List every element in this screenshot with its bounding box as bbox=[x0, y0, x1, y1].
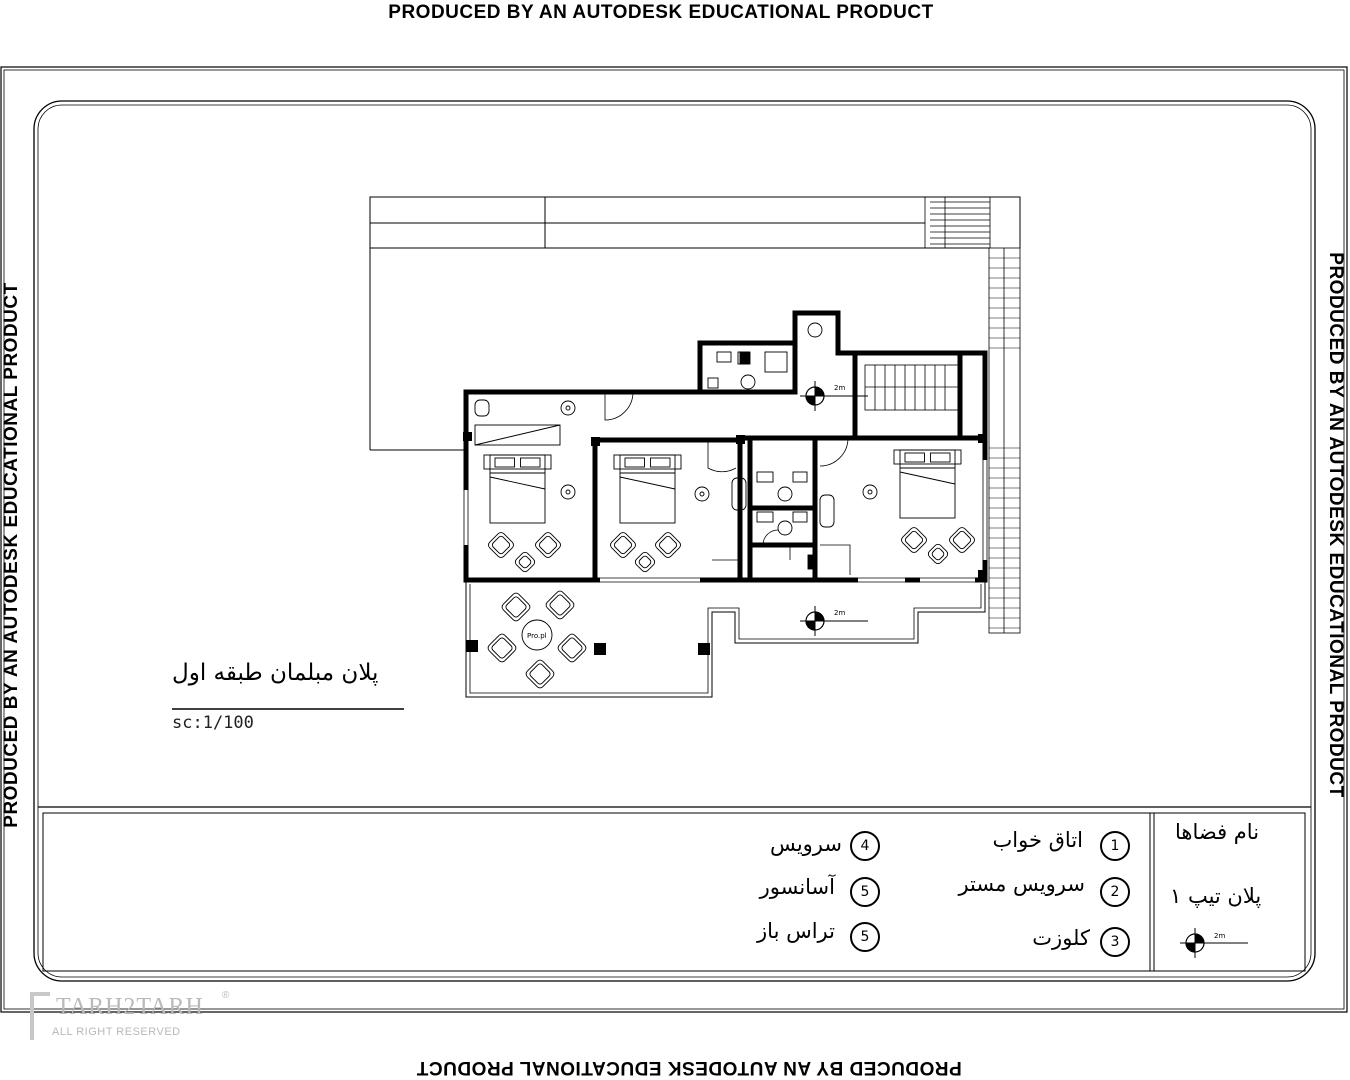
watermark-left: PRODUCED BY AN AUTODESK EDUCATIONAL PRODUCT bbox=[1, 282, 22, 828]
outer-frame bbox=[1, 67, 1347, 1012]
logo-registered-mark: ® bbox=[222, 990, 230, 1001]
bath-fixture bbox=[793, 472, 807, 482]
double-bed bbox=[894, 450, 961, 518]
watermark-bottom: PRODUCED BY AN AUTODESK EDUCATIONAL PRODUCT bbox=[416, 1057, 962, 1078]
bath-fixture bbox=[708, 378, 718, 388]
double-bed bbox=[614, 455, 681, 523]
chair bbox=[556, 632, 587, 663]
bath-fixture bbox=[740, 352, 750, 364]
legend-header: نام فضاها bbox=[1175, 820, 1260, 844]
legend-number-1: 1 bbox=[1100, 831, 1130, 861]
logo-name: TARH2TARH bbox=[56, 994, 204, 1020]
chair bbox=[514, 551, 537, 574]
bath-fixture bbox=[793, 512, 807, 522]
chair bbox=[524, 658, 555, 689]
legend-number-5: 5 bbox=[850, 877, 880, 907]
chair bbox=[948, 526, 976, 554]
toilet bbox=[778, 487, 792, 501]
elevator-mark bbox=[808, 323, 822, 337]
legend-number-4: 4 bbox=[850, 831, 880, 861]
plan-scale: sc:1/100 bbox=[172, 713, 254, 733]
legend-subheader: پلان تیپ ۱ bbox=[1170, 884, 1262, 908]
chair bbox=[654, 531, 682, 559]
lamp bbox=[561, 401, 575, 415]
chair bbox=[487, 531, 515, 559]
bath-fixture bbox=[757, 472, 773, 482]
chair bbox=[927, 543, 950, 566]
desk bbox=[820, 495, 834, 527]
legend-label-2: سرویس مستر bbox=[958, 872, 1085, 896]
legend-number-2: 2 bbox=[1100, 877, 1130, 907]
fixture bbox=[808, 555, 816, 569]
bath-fixture bbox=[757, 512, 773, 522]
watermark-right: PRODUCED BY AN AUTODESK EDUCATIONAL PRODUCT bbox=[1325, 252, 1346, 798]
toilet bbox=[741, 375, 755, 389]
bath-fixture bbox=[765, 352, 787, 372]
cabinet bbox=[475, 400, 489, 416]
lamp bbox=[695, 487, 709, 501]
watermark-top: PRODUCED BY AN AUTODESK EDUCATIONAL PRODUCT bbox=[388, 2, 934, 23]
logo-subtitle: ALL RIGHT RESERVED bbox=[52, 1026, 181, 1038]
chair bbox=[500, 591, 531, 622]
chair bbox=[544, 589, 575, 620]
lamp bbox=[863, 485, 877, 499]
plan-north-label-1: 2m bbox=[834, 384, 846, 392]
legend-number-3: 3 bbox=[1100, 927, 1130, 957]
legend-label-1: اتاق خواب bbox=[992, 828, 1083, 852]
legend-number-6: 5 bbox=[850, 922, 880, 952]
logo-mark-icon bbox=[30, 992, 50, 1040]
chair bbox=[534, 531, 562, 559]
bath-fixture bbox=[717, 352, 731, 362]
chair bbox=[486, 632, 517, 663]
chair bbox=[634, 551, 657, 574]
chair bbox=[609, 531, 637, 559]
dining-table-label: Pro.pl bbox=[527, 632, 547, 640]
chair bbox=[900, 526, 928, 554]
legend-label-4: سرویس bbox=[770, 832, 842, 856]
furniture bbox=[475, 323, 976, 690]
legend-label-5: آسانسور bbox=[759, 875, 835, 899]
tarh2tarh-logo bbox=[30, 990, 230, 1050]
toilet bbox=[778, 521, 792, 535]
lamp bbox=[561, 485, 575, 499]
double-bed bbox=[484, 455, 551, 523]
floor-plan bbox=[370, 197, 1020, 697]
plan-title: پلان مبلمان طبقه اول bbox=[172, 660, 379, 686]
legend-north-label: 2m bbox=[1214, 932, 1226, 940]
legend-label-6: تراس باز bbox=[757, 919, 835, 943]
legend-label-3: کلوزت bbox=[1032, 926, 1090, 950]
outer-frame-inner bbox=[4, 70, 1344, 1009]
plan-north-label-2: 2m bbox=[834, 609, 846, 617]
